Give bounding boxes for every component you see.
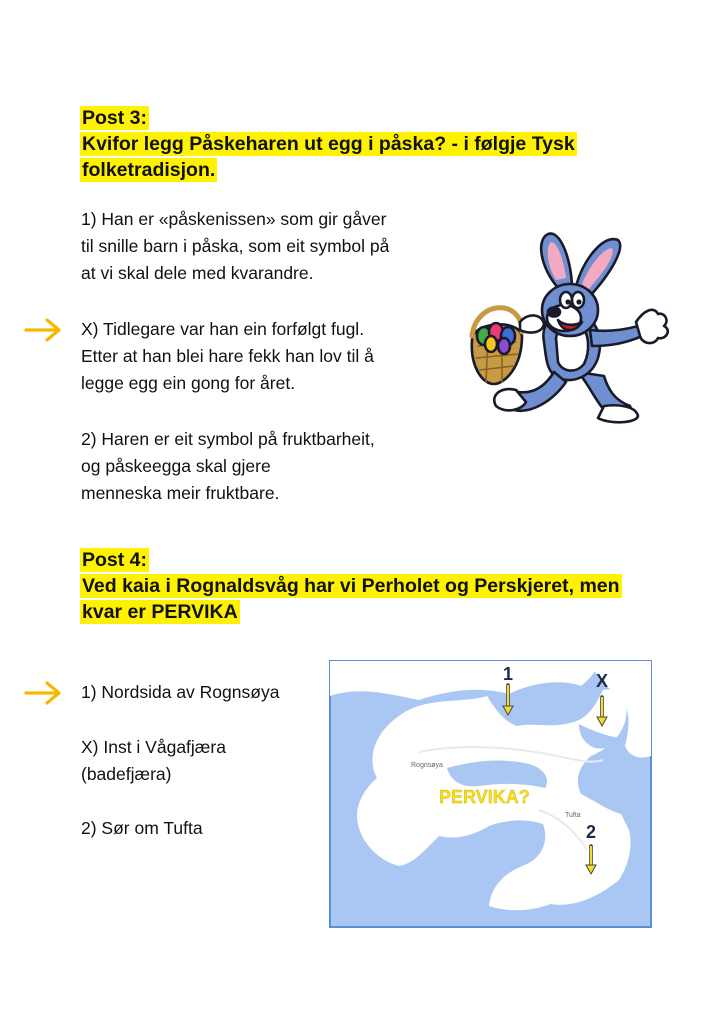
post3-question-line1: Kvifor legg Påskeharen ut egg i påska? - i følgje Tysk: [82, 133, 575, 155]
post4-heading: [80, 548, 622, 626]
marker-2-label: 2: [585, 822, 597, 842]
post4-option-2: 2) Sør om Tufta: [81, 818, 203, 838]
post4-question-line2: kvar er PERVIKA: [82, 601, 238, 623]
post3-option-x: X) Tidlegare var han ein forfølgt fugl. Etter at han blei hare fekk han lov til å legge egg ein gong for året.: [81, 319, 374, 393]
post3-title: Post 3:: [82, 107, 148, 129]
marker-x-label: X: [595, 671, 609, 691]
post3-option-2: 2) Haren er eit symbol på fruktbarheit, og påskeegga skal gjere menneska meir fruktbare.: [81, 429, 375, 503]
post4-option-1: 1) Nordsida av Rognsøya: [81, 682, 280, 702]
post3-option-1: 1) Han er «påskenissen» som gir gåver til snille barn i påska, som eit symbol på at vi skal dele med kvarandre.: [81, 209, 390, 283]
place-label-rognsoya: Rognsøya: [411, 762, 443, 769]
post4-title: Post 4:: [82, 549, 148, 571]
post3-heading: [80, 106, 577, 184]
marker-1-label: 1: [502, 664, 514, 684]
easter-bunny-icon: [458, 226, 674, 430]
arrow-right-icon: [24, 681, 64, 705]
post4-question-line1: Ved kaia i Rognaldsvåg har vi Perholet og Perskjeret, men: [82, 575, 620, 597]
post3-question-line2: folketradisjon.: [82, 159, 216, 181]
pervika-map: [329, 660, 652, 928]
pervika-question-label: PERVIKA?: [439, 787, 530, 807]
post4-option-x: X) Inst i Vågafjæra (badefjæra): [81, 737, 226, 784]
place-label-tufta: Tufta: [565, 812, 581, 819]
arrow-right-icon: [24, 318, 64, 342]
